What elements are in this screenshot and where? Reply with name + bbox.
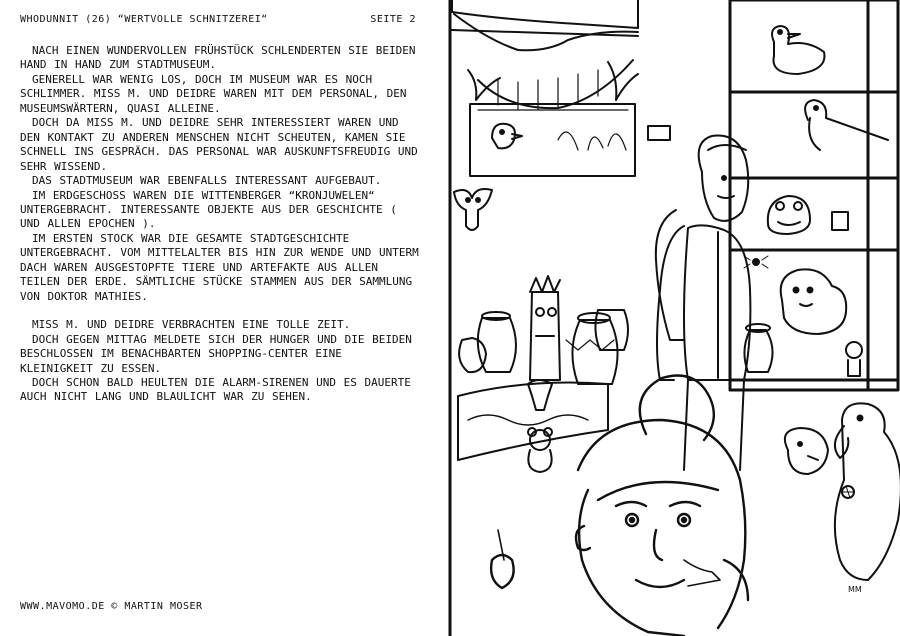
story-paragraph: DOCH SCHON BALD HEULTEN DIE ALARM-SIRENEN UND ES DAUERTE AUCH NICHT LANG UND BLAULICHT WAR ZU SEHEN. [20, 375, 411, 404]
artifact-table [458, 276, 628, 472]
text-page [0, 0, 448, 636]
story-paragraph: DOCH GEGEN MITTAG MELDETE SICH DER HUNGER UND DIE BEIDEN BESCHLOSSEN IM BENACHBARTEN SHOPPING-CENTER EINE KLEINIGKEIT ZU ESSEN. [20, 332, 412, 375]
museum-illustration [448, 0, 900, 636]
page-number: SEITE 2 [370, 13, 416, 25]
story-title: WHODUNNIT (26) “WERTVOLLE SCHNITZEREI“ [20, 13, 268, 25]
wall-display [452, 0, 638, 176]
story-paragraph: IM ERSTEN STOCK WAR DIE GESAMTE STADTGESCHICHTE UNTERGEBRACHT. VOM MITTELALTER BIS HIN ZUR WENDE UND UNTERM DACH WAREN AUSGESTOPFTE TIERE UND ARTEFAKTE AUS ALLEN TEILEN DER ERDE. SÄMTLICHE STÜCKE STAMMEN AUS DER SAMMLUNG VON DOKTOR MATHIES. [20, 231, 419, 303]
bat-figure [454, 189, 492, 230]
artist-signature: MM [848, 585, 862, 594]
story-text [20, 44, 420, 405]
story-paragraph: DOCH DA MISS M. UND DEIDRE SEHR INTERESSIERT WAREN UND DEN KONTAKT ZU ANDEREN MENSCHEN NICHT SCHEUTEN, KAMEN SIE SCHNELL INS GESPRÄCH. DAS PERSONAL WAR AUSKUNFTSFREUDIG UND SEHR WISSEND. [20, 116, 418, 173]
woman-with-bun [491, 376, 748, 636]
story-paragraph: IM ERDGESCHOSS WAREN DIE WITTENBERGER “KRONJUWELEN“ UNTERGEBRACHT. INTERESSANTE OBJEKTE AUS DER GESCHICHTE ( UND ALLEN EPOCHEN ). [20, 188, 397, 231]
story-paragraph: MISS M. UND DEIDRE VERBRACHTEN EINE TOLLE ZEIT. [32, 318, 351, 332]
copyright-footer: WWW.MAVOMO.DE © MARTIN MOSER [20, 601, 203, 612]
story-paragraph: DAS STADTMUSEUM WAR EBENFALLS INTERESSANT AUFGEBAUT. [32, 174, 382, 188]
line-art-scene [448, 0, 900, 636]
stuffed-birds [785, 403, 900, 580]
page-header [20, 12, 416, 26]
story-paragraph: NACH EINEN WUNDERVOLLEN FRÜHSTÜCK SCHLENDERTEN SIE BEIDEN HAND IN HAND ZUM STADTMUSEUM. [20, 44, 416, 72]
display-cabinet [730, 0, 898, 390]
story-paragraph: GENERELL WAR WENIG LOS, DOCH IM MUSEUM WAR ES NOCH SCHLIMMER. MISS M. UND DEIDRE WAREN MIT DEM PERSONAL, DEN MUSEUMSWÄRTERN, QUASI ALLEINE. [20, 72, 407, 115]
exhibit-placard [648, 126, 670, 140]
